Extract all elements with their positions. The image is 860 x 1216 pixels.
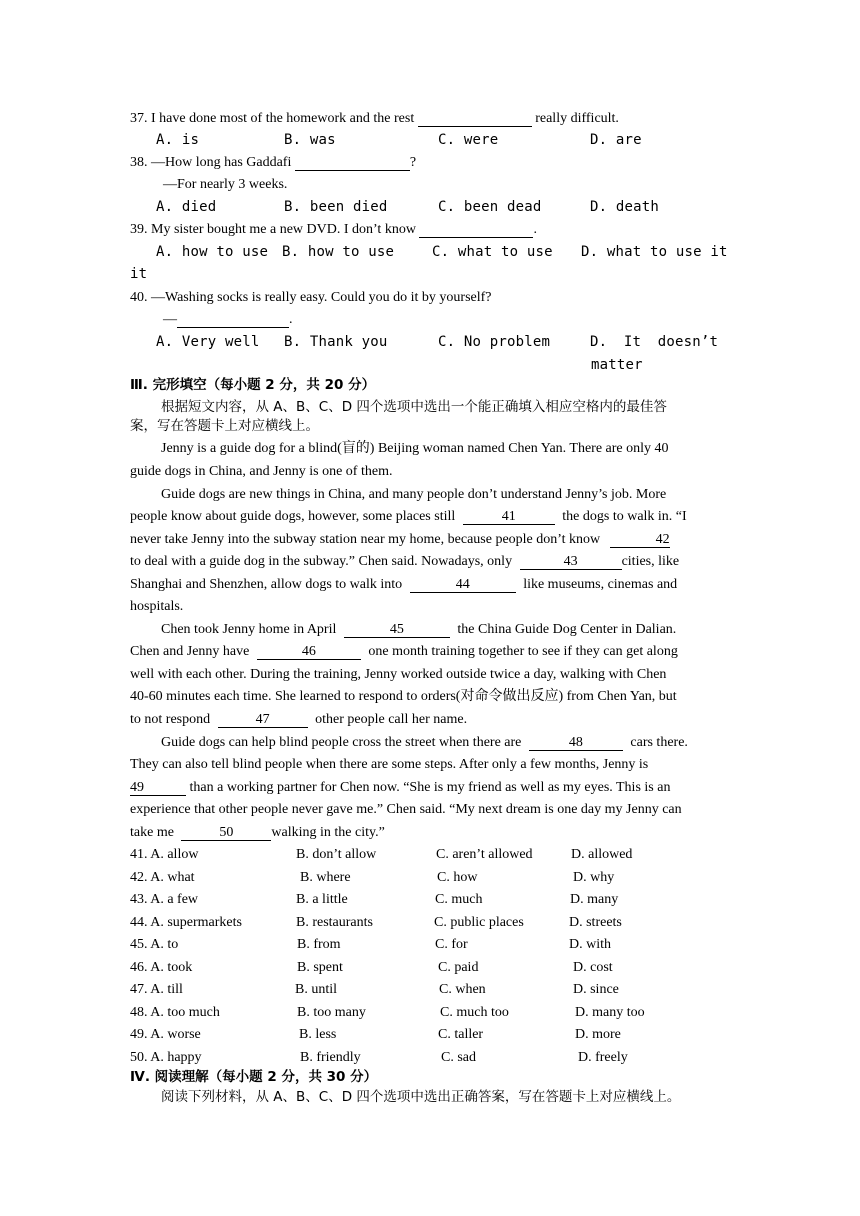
option-49-a[interactable]: 49. A. worse [130,1027,201,1042]
passage-text: Shanghai and Shenzhen, allow dogs to walk into [130,577,403,592]
option-41-b[interactable]: B. don’t allow [296,847,377,862]
blank-45[interactable]: 45 [344,622,450,638]
question-40: 40. —Washing socks is really easy. Could you do it by yourself? [130,290,492,305]
blank-43[interactable]: 43 [520,554,622,570]
q40-option-b[interactable]: B. Thank you [284,334,388,350]
passage-text: other people call her name. [315,712,468,727]
q39-wrap-text: it [130,266,148,282]
passage-p3-line-4: 40-60 minutes each time. She learned to respond to orders(对命令做出反应) from Chen Yan, but [130,689,677,704]
option-45-b[interactable]: B. from [297,937,341,952]
q39-option-d[interactable]: D. what to use it [581,244,728,260]
passage-p3-line-3: well with each other. During the training, Jenny worked outside twice a day, walking with Chen [130,667,667,682]
question-39 [130,221,537,239]
option-44-d[interactable]: D. streets [569,915,622,930]
passage-text: Guide dogs can help blind people cross the street when there are [161,735,522,750]
question-38 [130,154,416,172]
option-44-a[interactable]: 44. A. supermarkets [130,915,242,930]
q38-option-b[interactable]: B. been died [284,199,388,215]
passage-text: never take Jenny into the subway station near my home, because people don’t know [130,532,601,547]
section-3-heading: Ⅲ. 完形填空（每小题 2 分，共 20 分） [130,377,376,393]
option-43-a[interactable]: 43. A. a few [130,892,199,907]
passage-text: people know about guide dogs, however, some places still [130,509,456,524]
passage-p2-line-6: hospitals. [130,599,184,614]
q40-blank[interactable] [177,312,289,328]
option-43-d[interactable]: D. many [570,892,619,907]
passage-text: cars there. [630,735,688,750]
option-46-a[interactable]: 46. A. took [130,960,193,975]
blank-42[interactable]: 42 [610,532,670,548]
option-50-c[interactable]: C. sad [441,1050,476,1065]
option-47-d[interactable]: D. since [573,982,619,997]
passage-p3-line-5 [130,711,467,729]
q37-option-d[interactable]: D. are [590,132,642,148]
option-48-c[interactable]: C. much too [440,1005,509,1020]
question-37 [130,110,619,128]
q40-option-c[interactable]: C. No problem [438,334,551,350]
option-49-b[interactable]: B. less [299,1027,337,1042]
option-48-a[interactable]: 48. A. too much [130,1005,220,1020]
blank-50[interactable]: 50 [181,825,271,841]
option-42-d[interactable]: D. why [573,870,615,885]
blank-46[interactable]: 46 [257,644,361,660]
q37-stem-end: really difficult. [535,111,619,126]
option-41-c[interactable]: C. aren’t allowed [436,847,533,862]
q37-option-a[interactable]: A. is [156,132,200,148]
passage-text: the China Guide Dog Center in Dalian. [457,622,677,637]
option-42-b[interactable]: B. where [300,870,351,885]
q37-stem: 37. I have done most of the homework and the rest [130,111,415,126]
option-47-b[interactable]: B. until [295,982,338,997]
option-43-b[interactable]: B. a little [296,892,348,907]
q39-stem: 39. My sister bought me a new DVD. I don’t know [130,222,416,237]
option-50-a[interactable]: 50. A. happy [130,1050,202,1065]
passage-text: Chen and Jenny have [130,644,250,659]
passage-p3-line-2 [130,643,678,661]
option-42-a[interactable]: 42. A. what [130,870,195,885]
option-48-d[interactable]: D. many too [575,1005,645,1020]
passage-text: walking in the city.” [271,825,385,840]
q40-reply-dash: — [163,312,177,327]
option-45-d[interactable]: D. with [569,937,611,952]
option-50-b[interactable]: B. friendly [300,1050,361,1065]
q38-stem-end: ? [409,155,417,170]
passage-p4-line-4: experience that other people never gave me.” Chen said. “My next dream is one day my Jenny can [130,802,682,817]
section-4-heading: Ⅳ. 阅读理解（每小题 2 分，共 30 分） [130,1069,378,1085]
passage-p3-line-1 [161,621,676,639]
passage-text: than a working partner for Chen now. “She is my friend as well as my eyes. This is an [189,780,671,795]
q39-option-b[interactable]: B. how to use [282,244,395,260]
q37-option-b[interactable]: B. was [284,132,336,148]
passage-p4-line-5 [130,824,385,842]
passage-text: one month training together to see if they can get along [368,644,678,659]
option-42-c[interactable]: C. how [437,870,478,885]
option-47-c[interactable]: C. when [439,982,486,997]
q39-blank[interactable] [419,222,533,238]
passage-text: to not respond [130,712,211,727]
option-43-c[interactable]: C. much [435,892,483,907]
passage-text: cities, like [621,554,680,569]
q38-option-a[interactable]: A. died [156,199,217,215]
q39-stem-end: . [533,222,537,237]
section-3-instruction-line-2: 案，写在答题卡上对应横线上。 [130,418,319,434]
passage-p2-line-5 [130,576,677,594]
passage-p2-line-1: Guide dogs are new things in China, and many people don’t understand Jenny’s job. More [161,487,667,502]
q40-reply-end: . [289,312,293,327]
q40-option-d[interactable]: D. It doesn’t [590,334,719,350]
q38-stem: 38. —How long has Gaddafi [130,155,292,170]
passage-text: Chen took Jenny home in April [161,622,337,637]
option-48-b[interactable]: B. too many [297,1005,366,1020]
passage-text: take me [130,825,174,840]
option-41-a[interactable]: 41. A. allow [130,847,199,862]
option-44-b[interactable]: B. restaurants [296,915,373,930]
q40-reply [163,311,293,329]
q38-option-c[interactable]: C. been dead [438,199,542,215]
option-41-d[interactable]: D. allowed [571,847,633,862]
passage-p2-line-4 [130,553,679,571]
q38-reply: —For nearly 3 weeks. [163,177,288,192]
option-44-c[interactable]: C. public places [434,915,524,930]
option-45-a[interactable]: 45. A. to [130,937,179,952]
blank-49[interactable]: 49 [130,780,186,796]
blank-44[interactable]: 44 [410,577,516,593]
q37-option-c[interactable]: C. were [438,132,499,148]
passage-p2-line-3 [130,531,670,549]
section-3-instruction-line-1: 根据短文内容，从 A、B、C、D 四个选项中选出一个能正确填入相应空格内的最佳答 [161,399,667,415]
q40-option-a[interactable]: A. Very well [156,334,260,350]
option-49-d[interactable]: D. more [575,1027,621,1042]
option-49-c[interactable]: C. taller [438,1027,484,1042]
passage-p4-line-2: They can also tell blind people when there are some steps. After only a few months, Jenny is [130,757,649,772]
passage-p1-line-1: Jenny is a guide dog for a blind(盲的) Beijing woman named Chen Yan. There are only 40 [161,441,669,456]
option-50-d[interactable]: D. freely [578,1050,628,1065]
q39-option-c[interactable]: C. what to use [432,244,553,260]
option-45-c[interactable]: C. for [435,937,468,952]
passage-text: like museums, cinemas and [523,577,678,592]
passage-text: the dogs to walk in. “I [562,509,687,524]
q38-option-d[interactable]: D. death [590,199,660,215]
option-46-c[interactable]: C. paid [438,960,479,975]
blank-41[interactable]: 41 [463,509,555,525]
q38-blank[interactable] [295,155,410,171]
q40-wrap-text: matter [591,357,643,373]
passage-p4-line-3 [130,779,670,797]
passage-p4-line-1 [161,734,688,752]
option-47-a[interactable]: 47. A. till [130,982,183,997]
q39-option-a[interactable]: A. how to use [156,244,269,260]
passage-p2-line-2 [130,508,687,526]
blank-47[interactable]: 47 [218,712,308,728]
blank-48[interactable]: 48 [529,735,623,751]
passage-text: to deal with a guide dog in the subway.” Chen said. Nowadays, only [130,554,513,569]
option-46-d[interactable]: D. cost [573,960,613,975]
passage-p1-line-2: guide dogs in China, and Jenny is one of them. [130,464,393,479]
q37-blank[interactable] [418,111,532,127]
option-46-b[interactable]: B. spent [297,960,343,975]
section-4-instruction: 阅读下列材料，从 A、B、C、D 四个选项中选出正确答案，写在答题卡上对应横线上。 [161,1089,681,1105]
